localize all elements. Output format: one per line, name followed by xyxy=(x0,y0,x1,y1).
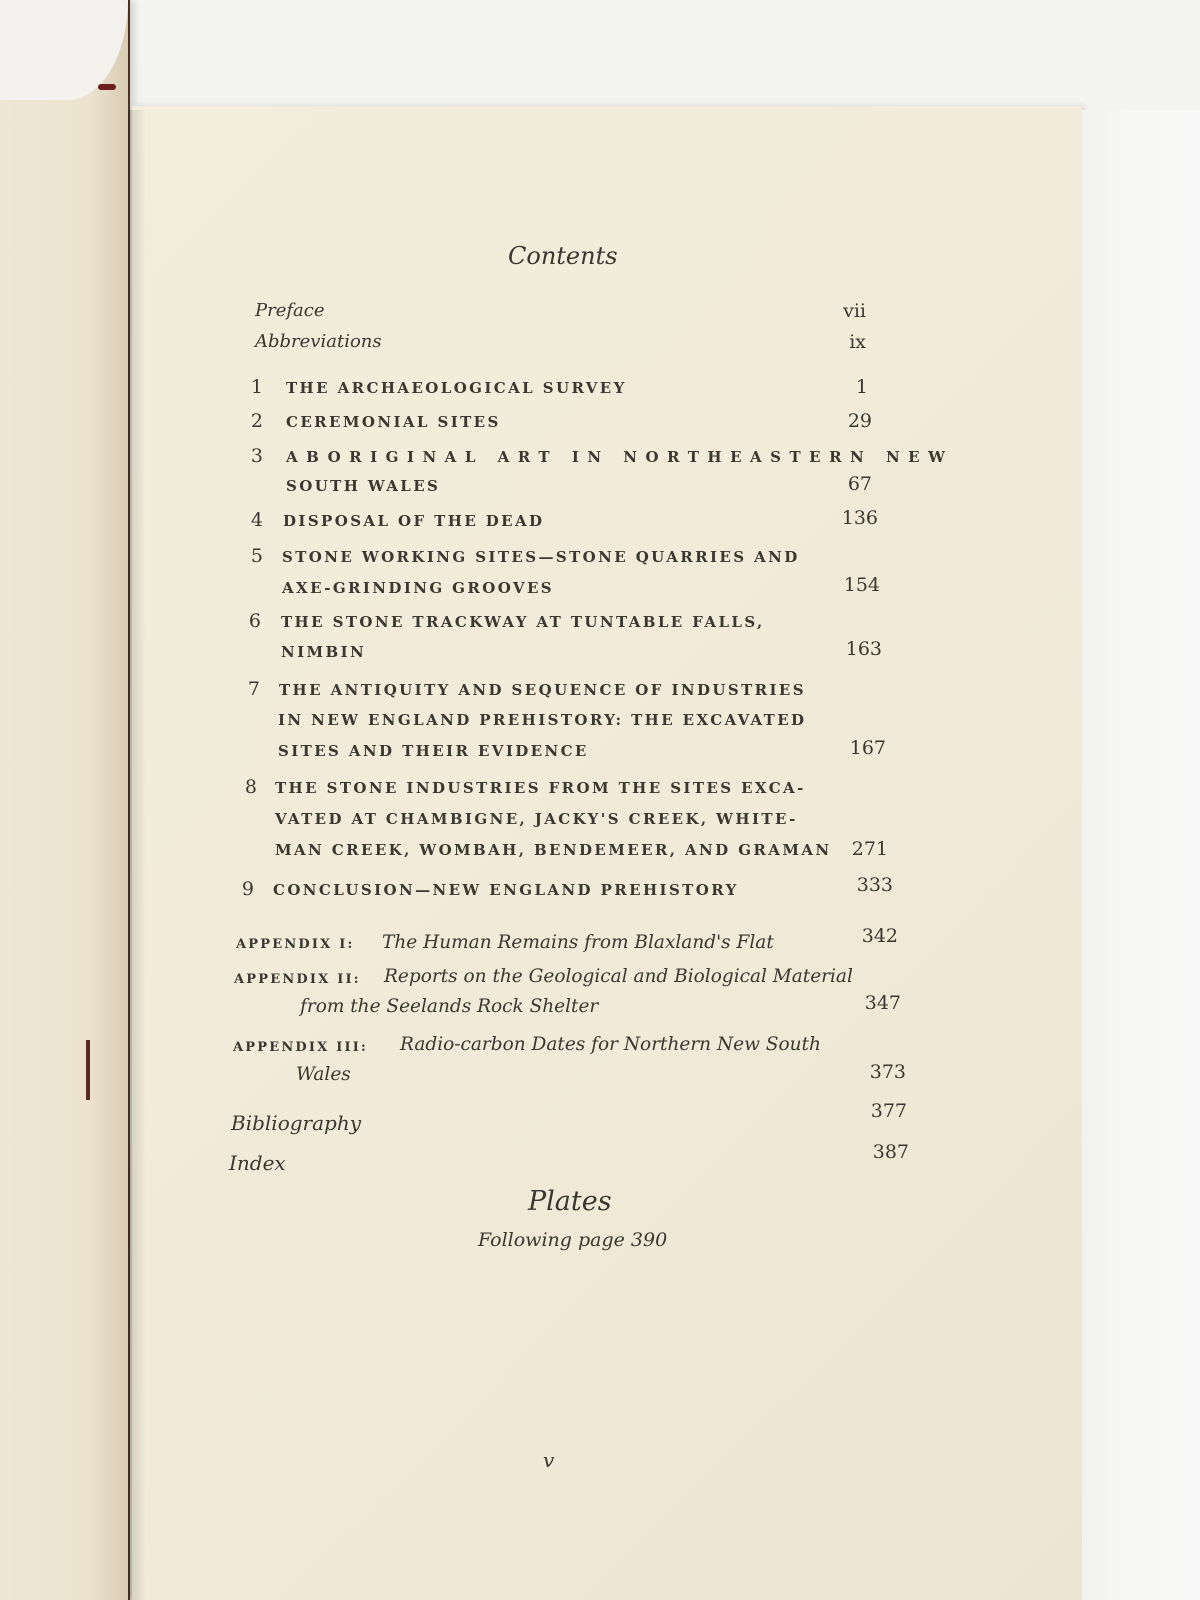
page-gutter-shadow xyxy=(128,110,146,1600)
front-matter-label: Preface xyxy=(255,300,325,321)
chapter-title-line: ABORIGINAL ART IN NORTHEASTERN NEW xyxy=(286,448,954,466)
plates-heading: Plates xyxy=(528,1186,612,1217)
appendix-page: 342 xyxy=(861,925,898,947)
chapter-title-line: SOUTH WALES xyxy=(286,477,441,495)
appendix-title-line: Reports on the Geological and Biological Material xyxy=(384,966,853,987)
appendix-title-line: from the Seelands Rock Shelter xyxy=(300,996,599,1017)
chapter-page: 136 xyxy=(841,507,878,529)
chapter-number: 9 xyxy=(241,878,254,900)
back-matter-label: Bibliography xyxy=(231,1111,361,1135)
chapter-page: 167 xyxy=(849,737,886,759)
chapter-title-line: MAN CREEK, WOMBAH, BENDEMEER, AND GRAMAN xyxy=(275,841,832,859)
appendix-key: APPENDIX III: xyxy=(233,1040,369,1055)
appendix-title-line: Radio-carbon Dates for Northern New South xyxy=(400,1034,821,1055)
chapter-number: 6 xyxy=(248,610,261,632)
appendix-title-line: Wales xyxy=(296,1064,351,1085)
chapter-title-line: THE STONE INDUSTRIES FROM THE SITES EXCA- xyxy=(275,779,806,797)
chapter-page: 29 xyxy=(847,410,872,432)
front-matter-label: Abbreviations xyxy=(255,331,382,352)
appendix-title-line: The Human Remains from Blaxland's Flat xyxy=(382,932,774,953)
chapter-number: 8 xyxy=(244,776,257,798)
chapter-page: 163 xyxy=(845,638,882,660)
appendix-page: 347 xyxy=(864,992,901,1014)
chapter-number: 2 xyxy=(250,410,263,432)
appendix-key: APPENDIX I: xyxy=(236,937,355,952)
chapter-number: 3 xyxy=(250,445,263,467)
chapter-title-line: VATED AT CHAMBIGNE, JACKY'S CREEK, WHITE- xyxy=(275,810,798,828)
chapter-title-line: THE ARCHAEOLOGICAL SURVEY xyxy=(286,379,627,397)
chapter-page: 333 xyxy=(856,874,893,896)
chapter-number: 1 xyxy=(250,376,263,398)
chapter-title-line: CEREMONIAL SITES xyxy=(286,413,501,431)
front-matter-page: vii xyxy=(843,300,866,322)
chapter-title-line: NIMBIN xyxy=(281,643,367,661)
chapter-title-line: SITES AND THEIR EVIDENCE xyxy=(278,742,589,760)
chapter-page: 67 xyxy=(847,473,872,495)
chapter-title-line: CONCLUSION—NEW ENGLAND PREHISTORY xyxy=(273,881,739,899)
binding-mark xyxy=(86,1040,90,1100)
chapter-number: 7 xyxy=(247,678,260,700)
left-page xyxy=(0,0,130,1600)
front-matter-page: ix xyxy=(849,331,866,353)
left-page-corner xyxy=(0,0,128,100)
chapter-title-line: THE STONE TRACKWAY AT TUNTABLE FALLS, xyxy=(281,613,765,631)
page-folio: v xyxy=(543,1448,555,1472)
back-matter-label: Index xyxy=(229,1151,286,1175)
back-matter-page: 387 xyxy=(872,1141,909,1163)
chapter-title-line: THE ANTIQUITY AND SEQUENCE OF INDUSTRIES xyxy=(279,681,807,699)
appendix-page: 373 xyxy=(869,1061,906,1083)
chapter-number: 4 xyxy=(250,509,263,531)
chapter-page: 154 xyxy=(843,574,880,596)
plates-note: Following page 390 xyxy=(478,1229,668,1251)
page-title: Contents xyxy=(508,242,618,270)
back-matter-page: 377 xyxy=(870,1100,907,1122)
table-surface xyxy=(1082,110,1200,1600)
chapter-title-line: STONE WORKING SITES—STONE QUARRIES AND xyxy=(282,548,800,566)
chapter-number: 5 xyxy=(250,545,263,567)
chapter-page: 1 xyxy=(855,376,868,398)
appendix-key: APPENDIX II: xyxy=(234,972,361,987)
chapter-title-line: AXE-GRINDING GROOVES xyxy=(282,579,555,597)
chapter-title-line: DISPOSAL OF THE DEAD xyxy=(283,512,545,530)
chapter-page: 271 xyxy=(851,838,888,860)
chapter-title-line: IN NEW ENGLAND PREHISTORY: THE EXCAVATED xyxy=(278,711,807,729)
